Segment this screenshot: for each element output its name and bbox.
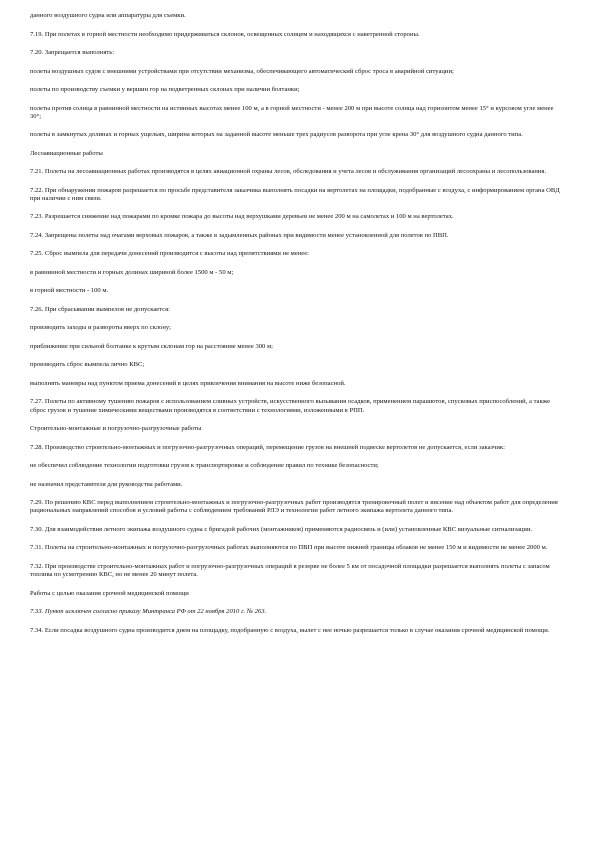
paragraph: 7.23. Разрешается снижение над пожарами по кромке пожара до высоты над верхушками деревьев не менее 200 м на самолетах и 100 м на вертолетах. [30, 213, 454, 221]
paragraph: 7.29. По решению КВС перед выполнением строительно-монтажных и погрузочно-разгрузочных работ производятся тренировочный полет и висение над объектом работ для определения рациональных направлений способов и условий работы с соблюдением требований РЛЭ и технологии работ летного экипажа вертолета данного типа. [30, 499, 558, 515]
paragraph: производить сброс вымпела лично КВС; [30, 361, 145, 369]
paragraph: Работы с целью оказания срочной медицинской помощи [30, 589, 189, 597]
paragraph: 7.34. Если посадка воздушного судна производится днем на площадку, подобранную с воздуха, вылет с нее ночью разрешается только в случае оказания срочной медицинской помощи. [30, 626, 550, 634]
paragraph: не назначил представителя для руководства работами. [30, 480, 183, 488]
paragraph: полеты по производству съемки у вершин гор на подветренных склонах при наличии болтанки; [30, 86, 300, 93]
paragraph: 7.30. Для взаимодействия летного экипажа воздушного судна с бригадой рабочих (монтажников) применяются радиосвязь и (или) установленные КВС визуальные сигнализации. [30, 525, 533, 533]
paragraph: Строительно-монтажные и погрузочно-разгрузочные работы [30, 425, 202, 433]
paragraph: 7.24. Запрещены полеты над очагами верховых пожаров, а также в задымленных районах при видимости менее установленной для полетов по ПВП. [30, 231, 449, 239]
paragraph: в равнинной местности и горных долинах шириной более 1500 м - 50 м; [30, 268, 234, 276]
paragraph: данного воздушного судна или аппаратуры для съемки. [30, 12, 186, 19]
paragraph: 7.22. При обнаружении пожаров разрешается по просьбе представителя заказчика выполнять посадки на вертолетах на площадки, подобранные с воздуха, с информированием органа ОВД при наличии с ним связи. [30, 186, 560, 202]
document-page [30, 12, 565, 645]
paragraph: Лесоавиационные работы [30, 149, 103, 157]
paragraph: не обеспечил соблюдение технологии подготовки грузов к транспортировке и соблюдение правил по технике безопасности; [30, 462, 379, 470]
paragraph: 7.33. Пункт исключен согласно приказу Минтранса РФ от 22 ноября 2010 г. № 263. [30, 608, 267, 616]
paragraph: в горной местности - 100 м. [30, 287, 109, 295]
paragraph: выполнять маневры над пунктом приема донесений в целях привлечения внимания на высоте ниже безопасной. [30, 379, 346, 387]
paragraph: 7.25. Сброс вымпела для передачи донесений производится с высоты над препятствиями не менее: [30, 250, 309, 258]
paragraph: 7.31. Полеты на строительно-монтажных и погрузочно-разгрузочных работах выполняются по ПВП при высоте нижней границы облаков не менее 150 м и видимости не менее 2000 м. [30, 544, 548, 552]
paragraph: 7.32. При производстве строительно-монтажных работ и погрузочно-разгрузочных операций в резерве не более 5 км от посадочной площадки разрешается выполнять полеты с запасом топлива по усмотрению КВС, но не менее 20 минут полета. [30, 562, 550, 579]
paragraph: 7.21. Полеты на лесоавиационных работах производятся в целях авиационной охраны лесов, обследования и учета лесов и обслуживания организаций лесоохраны и лесопользования. [30, 168, 547, 176]
paragraph: полеты против солнца в равнинной местности на истинных высотах менее 100 м, а в горной местности - менее 200 м при высоте солнца над горизонтом менее 15° и курсовом угле менее 30°; [30, 104, 554, 120]
paragraph: производить заходы и развороты вверх по склону; [30, 324, 171, 332]
paragraph: 7.20. Запрещается выполнять: [30, 49, 115, 56]
paragraph: полеты воздушных судов с внешними устройствами при отсутствии механизма, обеспечивающего автоматический сброс троса в аварийной ситуации; [30, 67, 454, 75]
paragraph: полеты в замкнутых долинах и горных ущельях, ширина которых на заданной высоте меньше трех радиусов разворота при угле крена 30° для воздушного судна данного типа. [30, 131, 523, 139]
paragraph: 7.26. При сбрасывании вымпелов не допускается: [30, 305, 170, 313]
paragraph: приближение при сильной болтанке к крутым склонам гор на расстояние менее 300 м; [30, 342, 273, 350]
paragraph: 7.28. Производство строительно-монтажных и погрузочно-разгрузочных операций, перемещение грузов на внешней подвеске вертолетов не допускается, если заказчик: [30, 443, 505, 451]
paragraph: 7.27. Полеты по активному тушению пожаров с использованием сливных устройств, искусственного вызывания осадков, применением парашютов, спусковых приспособлений, а также сброс грузов и тушение химическими веществами производятся в соответствии с технологиями, изложенными в РПП. [30, 398, 551, 414]
paragraph: 7.19. При полетах в горной местности необходимо придерживаться склонов, освещенных солнцем и находящихся с наветренной стороны. [30, 30, 420, 38]
